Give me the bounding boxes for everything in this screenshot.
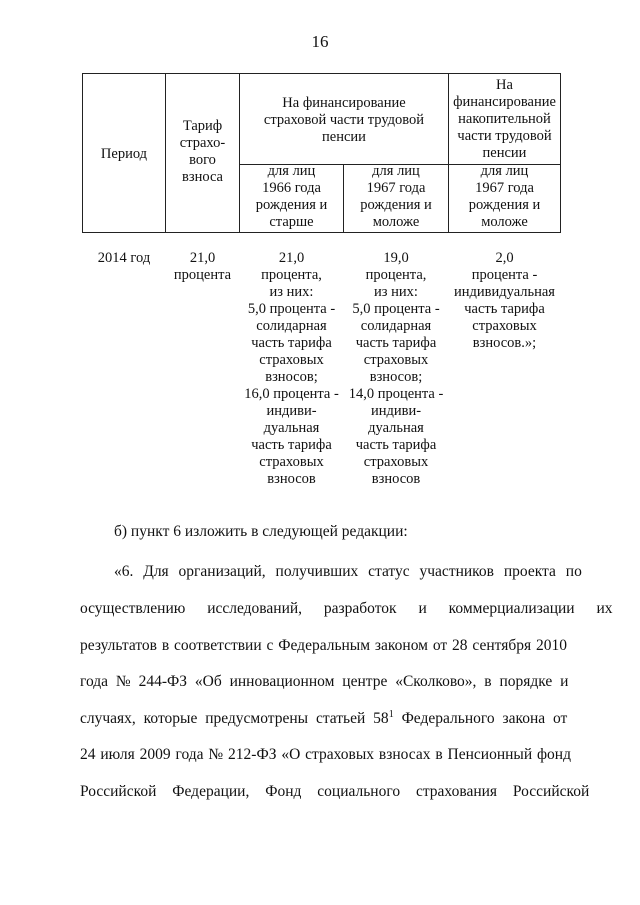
row-tariff: 21,0 процента — [173, 250, 232, 283]
subheader-born-1966: для лиц 1966 года рождения и старше — [255, 163, 328, 230]
paragraph-line-3: результатов в соответствии с Федеральным законом от 28 сентября 2010 — [80, 637, 567, 654]
table-top-border — [82, 73, 560, 74]
table-right-border — [560, 73, 561, 233]
table-header-bottom-border — [82, 232, 560, 233]
paragraph-line-7: Российской Федерации, Фонд социального страхования Российской — [80, 783, 590, 800]
paragraph-line-2: осуществлению исследований, разработок и коммерциализации их — [80, 600, 613, 617]
intro-line: б) пункт 6 изложить в следующей редакции: — [114, 523, 408, 540]
paragraph-line-5: случаях, которые предусмотрены статьей $58^1$ Федерального закона от — [80, 709, 568, 727]
header-tariff: Тариф страхо- вого взноса — [179, 118, 226, 185]
header-insurance-part: На финансирование страховой части трудовой пенсии — [263, 95, 425, 145]
paragraph-line-1-text: «6. Для организаций, получивших статус участников проекта по — [114, 563, 582, 580]
paragraph-line-4: года № 244-ФЗ «Об инновационном центре «Сколково», в порядке и — [80, 673, 569, 690]
row-funded: 2,0 процента - индивидуальная часть тарифа страховых взносов.»; — [454, 250, 555, 351]
header-funded-part: На финансирование накопительной части трудовой пенсии — [453, 77, 556, 161]
page-number: 16 — [311, 32, 329, 51]
subheader-born-1967: для лиц 1967 года рождения и моложе — [360, 163, 432, 230]
header-period: Период — [100, 146, 148, 162]
subheader-funded-born-1967: для лиц 1967 года рождения и моложе — [468, 163, 541, 230]
row-period: 2014 год — [97, 250, 151, 266]
paragraph-line-6: 24 июля 2009 года № 212-ФЗ «О страховых взносах в Пенсионный фонд — [80, 746, 571, 763]
superscript-footnote: 1 — [388, 709, 394, 720]
row-born-1967: 19,0 процента, из них: 5,0 процента - солидарная часть тарифа страховых взносов; 14,0 процента - индиви- дуальная часть тарифа страховых взносов — [348, 250, 444, 487]
paragraph-line-1 — [114, 563, 582, 581]
row-born-1966: 21,0 процента, из них: 5,0 процента - солидарная часть тарифа страховых взносов; 16,0 процента - индиви- дуальная часть тарифа страховых взносов — [244, 250, 339, 487]
